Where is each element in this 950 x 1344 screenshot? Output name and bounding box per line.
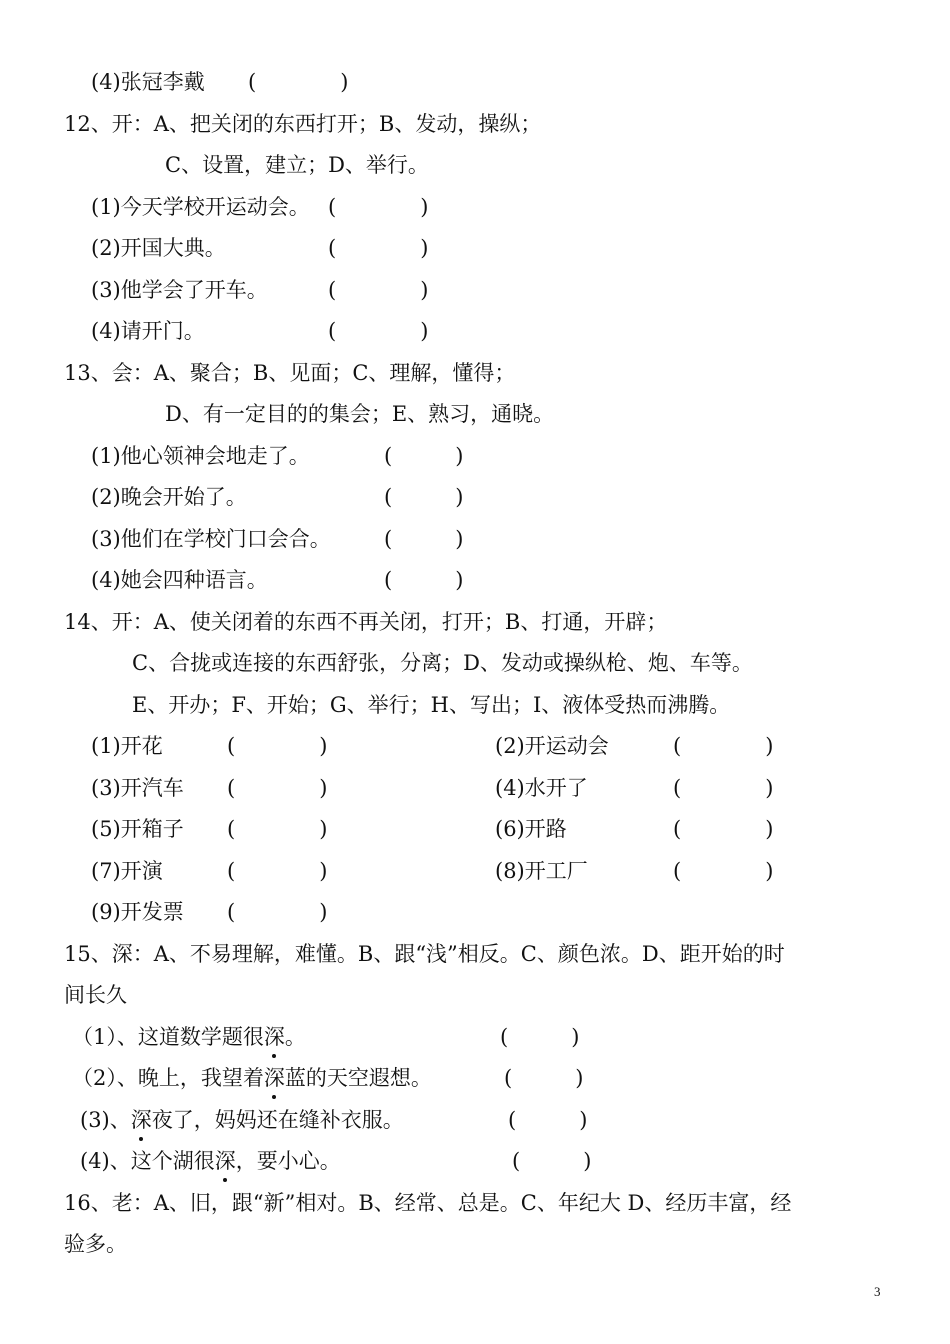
q15-item-1 xyxy=(72,1023,580,1051)
q15-item-2-answer-blank[interactable]: ( ) xyxy=(504,1066,584,1090)
q14-title-cont-1: C、合拢或连接的东西舒张，分离；D、发动或操纵枪、炮、车等。 xyxy=(132,651,753,675)
q13-item-4-text: (4)她会四种语言。 xyxy=(91,568,268,592)
q15-item-4-answer-blank[interactable]: ( ) xyxy=(512,1149,592,1173)
q14-item-2-text: (2)开运动会 xyxy=(495,734,609,758)
q14-item-1-text: (1)开花 xyxy=(91,734,163,758)
q14-item-1-answer-blank[interactable]: ( ) xyxy=(227,734,328,758)
q11-item-4-text: (4)张冠李戴 xyxy=(91,70,205,94)
q13-item-1-text: (1)他心领神会地走了。 xyxy=(91,444,310,468)
q14-item-7-text: (7)开演 xyxy=(91,859,163,883)
q16-title: 16、老：A、旧，跟“新”相对。B、经常、总是。C、年纪大 D、经历丰富，经 xyxy=(64,1191,792,1215)
q12-item-1-answer-blank[interactable]: ( ) xyxy=(328,195,429,219)
q14-title-cont-2: E、开办；F、开始；G、举行；H、写出；I、液体受热而沸腾。 xyxy=(132,693,731,717)
q14-item-3-answer-blank[interactable]: ( ) xyxy=(227,776,328,800)
page-number: 3 xyxy=(874,1284,881,1299)
q14-item-8-text: (8)开工厂 xyxy=(495,859,588,883)
q13-title-cont: D、有一定目的的集会；E、熟习，通晓。 xyxy=(165,402,555,426)
q12-item-2-answer-blank[interactable]: ( ) xyxy=(328,236,429,260)
q13-item-3-answer-blank[interactable]: ( ) xyxy=(384,527,464,551)
q14-item-8 xyxy=(495,857,774,885)
q15-item-1-post: 。 xyxy=(284,1025,306,1049)
q15-item-3-pre: (3)、 xyxy=(80,1108,131,1132)
q13-title: 13、会：A、聚合；B、见面；C、理解，懂得； xyxy=(64,361,516,385)
q15-title: 15、深：A、不易理解，难懂。B、跟“浅”相反。C、颜色浓。D、距开始的时 xyxy=(64,942,785,966)
q13-item-2-text: (2)晚会开始了。 xyxy=(91,485,247,509)
q14-item-8-answer-blank[interactable]: ( ) xyxy=(673,859,774,883)
q14-item-5-text: (5)开箱子 xyxy=(91,817,184,841)
q13-item-4-answer-blank[interactable]: ( ) xyxy=(384,568,464,592)
q13-item-2-answer-blank[interactable]: ( ) xyxy=(384,485,464,509)
q14-item-5 xyxy=(91,815,328,843)
q14-item-7-answer-blank[interactable]: ( ) xyxy=(227,859,328,883)
q12-item-3-text: (3)他学会了开车。 xyxy=(91,278,268,302)
q15-item-2 xyxy=(72,1064,584,1092)
q12-title: 12、开：A、把关闭的东西打开；B、发动，操纵； xyxy=(64,112,542,136)
q15-item-3 xyxy=(80,1106,588,1134)
q15-item-1-emphasis: 深 xyxy=(263,1025,285,1049)
q13-item-4 xyxy=(91,566,464,594)
q14-item-9-text: (9)开发票 xyxy=(91,900,184,924)
q12-item-1 xyxy=(91,193,429,221)
q15-item-4-emphasis: 深 xyxy=(214,1149,236,1173)
q15-item-4-post: ，要小心。 xyxy=(235,1149,341,1173)
q14-item-3-text: (3)开汽车 xyxy=(91,776,184,800)
q14-item-4-text: (4)水开了 xyxy=(495,776,588,800)
q12-item-1-text: (1)今天学校开运动会。 xyxy=(91,195,310,219)
q13-item-3-text: (3)他们在学校门口会合。 xyxy=(91,527,331,551)
q12-item-3 xyxy=(91,276,429,304)
q15-item-2-post: 蓝的天空遐想。 xyxy=(284,1066,432,1090)
q14-item-4 xyxy=(495,774,774,802)
q14-item-3 xyxy=(91,774,328,802)
q15-title-cont: 间长久 xyxy=(64,983,127,1007)
q14-item-6-text: (6)开路 xyxy=(495,817,567,841)
q15-item-1-answer-blank[interactable]: ( ) xyxy=(500,1025,580,1049)
q15-item-3-emphasis: 深 xyxy=(130,1108,152,1132)
q12-item-4-text: (4)请开门。 xyxy=(91,319,205,343)
q14-item-4-answer-blank[interactable]: ( ) xyxy=(673,776,774,800)
q15-item-4 xyxy=(80,1147,592,1175)
q12-item-2 xyxy=(91,234,429,262)
q12-title-cont: C、设置，建立；D、举行。 xyxy=(165,153,429,177)
q14-item-9-answer-blank[interactable]: ( ) xyxy=(227,900,328,924)
q15-item-2-emphasis: 深 xyxy=(263,1066,285,1090)
q12-item-4-answer-blank[interactable]: ( ) xyxy=(328,319,429,343)
q13-item-3 xyxy=(91,525,464,553)
q15-item-4-pre: (4)、这个湖很 xyxy=(80,1149,215,1173)
q14-item-2 xyxy=(495,732,774,760)
q11-item-4-answer-blank[interactable]: ( ) xyxy=(248,70,349,94)
q12-item-2-text: (2)开国大典。 xyxy=(91,236,226,260)
q14-item-7 xyxy=(91,857,328,885)
q14-item-2-answer-blank[interactable]: ( ) xyxy=(673,734,774,758)
q15-item-3-answer-blank[interactable]: ( ) xyxy=(508,1108,588,1132)
q16-title-cont: 验多。 xyxy=(64,1232,127,1256)
q13-item-1-answer-blank[interactable]: ( ) xyxy=(384,444,464,468)
q15-item-3-post: 夜了，妈妈还在缝补衣服。 xyxy=(151,1108,404,1132)
q14-title: 14、开：A、使关闭着的东西不再关闭，打开；B、打通，开辟； xyxy=(64,610,668,634)
q11-item-4 xyxy=(91,68,349,96)
q14-item-6-answer-blank[interactable]: ( ) xyxy=(673,817,774,841)
q14-item-9 xyxy=(91,898,328,926)
q12-item-4 xyxy=(91,317,429,345)
q14-item-5-answer-blank[interactable]: ( ) xyxy=(227,817,328,841)
q15-item-1-pre: （1）、这道数学题很 xyxy=(72,1025,264,1049)
q13-item-1 xyxy=(91,442,464,470)
q14-item-6 xyxy=(495,815,774,843)
q13-item-2 xyxy=(91,483,464,511)
q15-item-2-pre: （2）、晚上，我望着 xyxy=(72,1066,264,1090)
q14-item-1 xyxy=(91,732,328,760)
q12-item-3-answer-blank[interactable]: ( ) xyxy=(328,278,429,302)
